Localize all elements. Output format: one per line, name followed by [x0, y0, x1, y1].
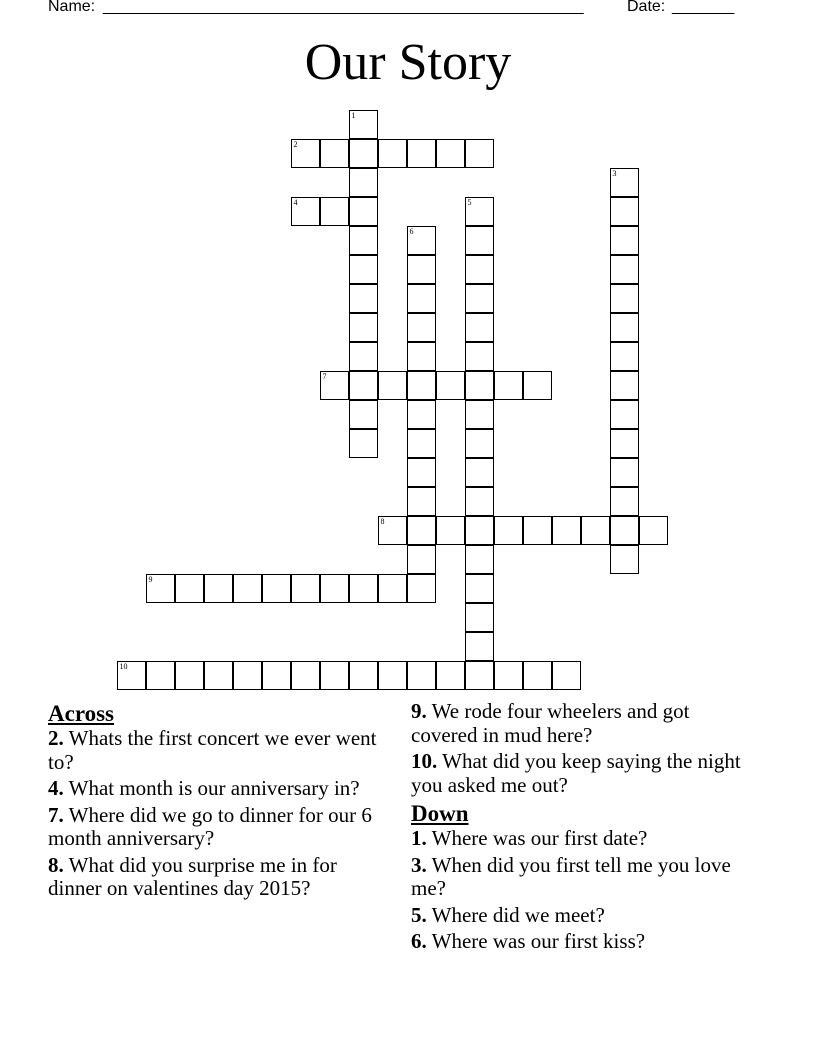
down-clue-6	[411, 930, 756, 954]
across-heading: Across	[48, 701, 115, 726]
clue-number-label: 2	[293, 139, 298, 149]
clue-text: We rode four wheelers and got covered in mud here?	[411, 699, 690, 747]
grid-cell[interactable]	[175, 661, 204, 690]
grid-cell[interactable]	[436, 516, 465, 545]
grid-cell[interactable]	[291, 197, 320, 226]
grid-cell[interactable]	[407, 400, 436, 429]
clue-number: 1.	[411, 826, 427, 850]
grid-cell[interactable]	[610, 255, 639, 284]
grid-cell[interactable]	[523, 371, 552, 400]
grid-cell[interactable]	[465, 661, 494, 690]
grid-cell[interactable]	[407, 429, 436, 458]
clue-text: Where was our first date?	[431, 826, 648, 850]
clue-number: 3.	[411, 852, 427, 877]
grid-cell[interactable]	[349, 284, 378, 313]
grid-cell[interactable]	[117, 661, 146, 690]
grid-cell[interactable]	[610, 487, 639, 516]
across-clue-9	[411, 700, 756, 747]
across-clue-2	[48, 727, 388, 774]
grid-cell[interactable]	[465, 284, 494, 313]
grid-cell[interactable]	[349, 342, 378, 371]
grid-cell[interactable]	[436, 139, 465, 168]
grid-cell[interactable]	[407, 574, 436, 603]
grid-cell[interactable]	[610, 516, 639, 545]
grid-cell[interactable]	[349, 168, 378, 197]
grid-cell[interactable]	[465, 313, 494, 342]
grid-cell[interactable]	[610, 545, 639, 574]
grid-cell[interactable]	[349, 661, 378, 690]
grid-cell[interactable]	[610, 284, 639, 313]
grid-cell[interactable]	[349, 139, 378, 168]
clue-text: When did you first tell me you love me?	[411, 852, 731, 900]
grid-cell[interactable]	[639, 516, 668, 545]
clue-text: What did you surprise me in for dinner on valentines day 2015?	[48, 852, 337, 900]
grid-cell[interactable]	[523, 661, 552, 690]
grid-cell[interactable]	[465, 400, 494, 429]
grid-cell[interactable]	[320, 371, 349, 400]
grid-cell[interactable]	[233, 661, 262, 690]
grid-cell[interactable]	[610, 197, 639, 226]
grid-cell[interactable]	[407, 487, 436, 516]
grid-cell[interactable]	[465, 516, 494, 545]
grid-cell[interactable]	[349, 255, 378, 284]
grid-cell[interactable]	[349, 226, 378, 255]
clue-number-label: 6	[409, 226, 414, 236]
clues-right-column	[411, 700, 756, 957]
grid-cell[interactable]	[349, 110, 378, 139]
down-clue-3	[411, 854, 756, 901]
clue-number-label: 7	[322, 371, 327, 381]
grid-cell[interactable]	[349, 197, 378, 226]
grid-cell[interactable]	[320, 197, 349, 226]
date-label: Date:	[627, 0, 666, 15]
clue-number: 2.	[48, 726, 64, 750]
grid-cell[interactable]	[465, 458, 494, 487]
grid-cell[interactable]	[552, 661, 581, 690]
across-clue-10	[411, 750, 756, 797]
clue-text: Where did we meet?	[431, 902, 605, 927]
clue-number: 7.	[48, 802, 64, 827]
clue-number-label: 8	[380, 516, 385, 526]
clue-number: 5.	[411, 902, 427, 927]
grid-cell[interactable]	[407, 139, 436, 168]
clue-number-label: 3	[612, 168, 617, 178]
grid-cell[interactable]	[407, 545, 436, 574]
grid-cell[interactable]	[465, 487, 494, 516]
grid-cell[interactable]	[349, 371, 378, 400]
down-heading: Down	[411, 801, 469, 826]
grid-cell[interactable]	[494, 661, 523, 690]
name-label: Name:	[48, 0, 96, 15]
grid-cell[interactable]	[610, 429, 639, 458]
down-clue-5	[411, 904, 756, 928]
grid-cell[interactable]	[407, 458, 436, 487]
grid-cell[interactable]	[436, 661, 465, 690]
grid-cell[interactable]	[465, 574, 494, 603]
clue-text: What month is our anniversary in?	[68, 776, 360, 800]
clue-number: 6.	[411, 929, 427, 953]
clue-number-label: 9	[148, 574, 153, 584]
grid-cell[interactable]	[465, 226, 494, 255]
across-clue-4	[48, 777, 388, 801]
grid-cell[interactable]	[581, 516, 610, 545]
grid-cell[interactable]	[465, 139, 494, 168]
grid-cell[interactable]	[204, 574, 233, 603]
grid-cell[interactable]	[146, 661, 175, 690]
grid-cell[interactable]	[465, 603, 494, 632]
clue-number-label: 4	[293, 197, 298, 207]
grid-cell[interactable]	[349, 313, 378, 342]
grid-cell[interactable]	[407, 255, 436, 284]
across-clue-7	[48, 804, 388, 851]
grid-cell[interactable]	[407, 371, 436, 400]
grid-cell[interactable]	[262, 661, 291, 690]
clue-number: 4.	[48, 776, 64, 800]
grid-cell[interactable]	[291, 139, 320, 168]
clue-number-label: 10	[119, 661, 128, 671]
grid-cell[interactable]	[407, 342, 436, 371]
grid-cell[interactable]	[494, 516, 523, 545]
grid-cell[interactable]	[610, 371, 639, 400]
grid-cell[interactable]	[320, 661, 349, 690]
grid-cell[interactable]	[523, 516, 552, 545]
grid-cell[interactable]	[262, 574, 291, 603]
grid-cell[interactable]	[610, 313, 639, 342]
grid-cell[interactable]	[233, 574, 262, 603]
grid-cell[interactable]	[552, 516, 581, 545]
grid-cell[interactable]	[378, 139, 407, 168]
clue-text: Where did we go to dinner for our 6 month anniversary?	[48, 802, 372, 850]
grid-cell[interactable]	[349, 574, 378, 603]
clue-number: 9.	[411, 699, 427, 723]
grid-cell[interactable]	[465, 545, 494, 574]
grid-cell[interactable]	[320, 139, 349, 168]
grid-cell[interactable]	[465, 371, 494, 400]
grid-cell[interactable]	[407, 661, 436, 690]
grid-cell[interactable]	[465, 342, 494, 371]
grid-cell[interactable]	[378, 516, 407, 545]
grid-cell[interactable]	[291, 574, 320, 603]
clue-number: 10.	[411, 749, 438, 773]
grid-cell[interactable]	[291, 661, 320, 690]
grid-cell[interactable]	[146, 574, 175, 603]
clues-left-column	[48, 700, 388, 904]
grid-cell[interactable]	[378, 661, 407, 690]
clue-text: Whats the first concert we ever went to?	[48, 726, 377, 774]
name-field[interactable]: ______________________________________________________	[103, 0, 584, 15]
across-clue-8	[48, 854, 388, 901]
grid-cell[interactable]	[465, 197, 494, 226]
grid-cell[interactable]	[436, 371, 465, 400]
grid-cell[interactable]	[378, 371, 407, 400]
grid-cell[interactable]	[494, 371, 523, 400]
clue-number: 8.	[48, 852, 64, 877]
grid-cell[interactable]	[378, 574, 407, 603]
grid-cell[interactable]	[407, 516, 436, 545]
clue-number-label: 5	[467, 197, 472, 207]
grid-cell[interactable]	[407, 226, 436, 255]
grid-cell[interactable]	[610, 400, 639, 429]
grid-cell[interactable]	[610, 168, 639, 197]
grid-cell[interactable]	[610, 226, 639, 255]
grid-cell[interactable]	[204, 661, 233, 690]
page-title: Our Story	[304, 34, 512, 91]
grid-cell[interactable]	[610, 342, 639, 371]
clue-number-label: 1	[351, 110, 356, 120]
grid-cell[interactable]	[407, 284, 436, 313]
grid-cell[interactable]	[465, 632, 494, 661]
grid-cell[interactable]	[610, 458, 639, 487]
grid-cell[interactable]	[349, 400, 378, 429]
clue-text: Where was our first kiss?	[431, 929, 646, 953]
grid-cell[interactable]	[465, 255, 494, 284]
grid-cell[interactable]	[320, 574, 349, 603]
grid-cell[interactable]	[465, 429, 494, 458]
grid-cell[interactable]	[175, 574, 204, 603]
grid-cell[interactable]	[407, 313, 436, 342]
grid-cell[interactable]	[349, 429, 378, 458]
down-clue-1	[411, 827, 756, 851]
date-field[interactable]: _______	[672, 0, 735, 15]
clue-text: What did you keep saying the night you asked me out?	[411, 749, 741, 797]
